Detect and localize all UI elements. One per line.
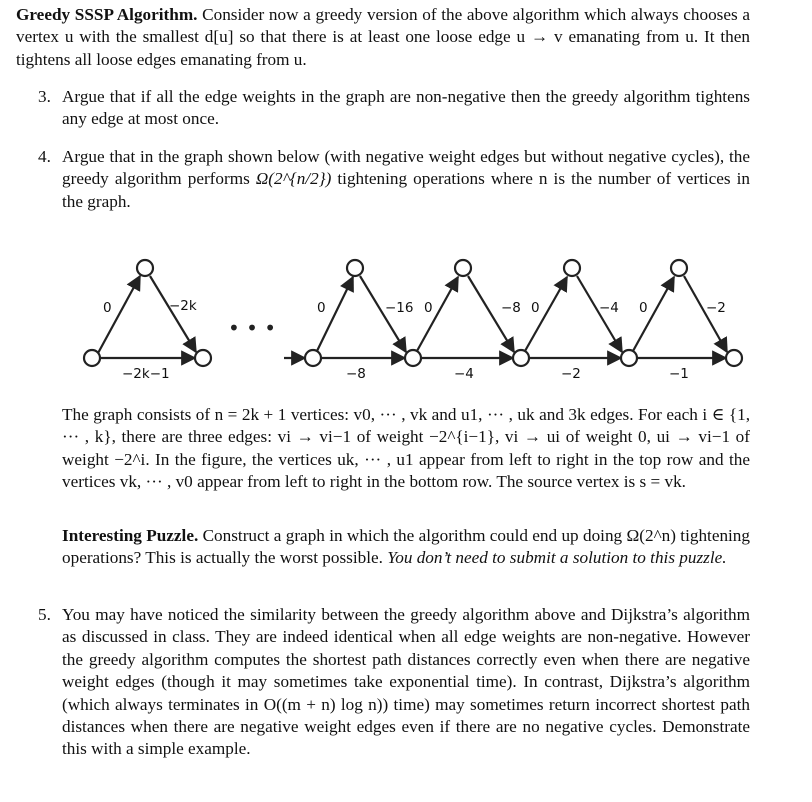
- vertex-v: [195, 350, 211, 366]
- vertex-u: [455, 260, 471, 276]
- weight-label: 0: [639, 300, 648, 316]
- triangle-4: [525, 260, 637, 366]
- graph-figure: [70, 248, 750, 388]
- question-4-number: 4.: [38, 147, 51, 166]
- weight-label: −2: [561, 366, 581, 382]
- question-3-text: Argue that if all the edge weights in the graph are non-negative then the greedy algorithm tightens any edge at most once.: [62, 87, 750, 129]
- vertex-u: [671, 260, 687, 276]
- weight-label: −4: [599, 300, 619, 316]
- intro-heading: Greedy SSSP Algorithm.: [16, 5, 198, 24]
- puzzle-paragraph: [62, 525, 750, 570]
- intro-text: Consider now a greedy version of the above algorithm which always chooses a vertex u with the smallest d[u] so that there is at least one loose edge u → v emanating from u. It then tightens all loose edges emanating from u.: [16, 5, 751, 69]
- weight-label: −2k: [169, 298, 197, 314]
- question-5-number: 5.: [38, 605, 51, 624]
- vertex-v: [513, 350, 529, 366]
- question-5: [38, 604, 750, 761]
- vertex-u: [137, 260, 153, 276]
- weight-label: 0: [317, 300, 326, 316]
- weight-label: 0: [424, 300, 433, 316]
- question-4-text-after: tightening operations where n is the number of vertices in the graph.: [62, 169, 751, 211]
- weight-label: −16: [385, 300, 414, 316]
- question-4: [38, 146, 750, 213]
- vertex-v: [405, 350, 421, 366]
- question-3: [38, 86, 750, 131]
- vertex-u: [564, 260, 580, 276]
- puzzle-text: Construct a graph in which the algorithm could end up doing Ω(2^n) tightening operations? This is actually the worst possible.: [62, 526, 750, 568]
- question-5-text: You may have noticed the similarity between the greedy algorithm above and Dijkstra’s algorithm as discussed in class. They are indeed identical when all edge weights are non-negative. However the greedy algorithm computes the shortest path distances correctly even when there are negative weight edges (though it may sometimes take exponential time). In contrast, Dijkstra’s algorithm (which always terminates in O((m + n) log n)) time) may sometimes return incorrect shortest path distances when there are negative weight edges even if there are no negative cycles. Demonstrate this with a simple example.: [62, 605, 750, 759]
- question-4-bound: Ω(2^{n/2}): [255, 169, 332, 189]
- graph-description: The graph consists of n = 2k + 1 vertices: v0, ··· , vk and u1, ··· , uk and 3k edges. For each i ∈ {1, ··· , k}, there are three edges: vi → vi−1 of weight −2^{i−1}, vi → ui of weight 0, ui → vi−1 of weight −2^i. In the figure, the vertices uk, ··· , u1 appear from left to right in the top row and the vertices vk, ··· , v0 appear from left to right in the bottom row. The source vertex is s = vk.: [62, 405, 750, 492]
- question-4-text: [62, 146, 750, 213]
- edge-u-to-v: [150, 276, 196, 352]
- question-3-number: 3.: [38, 87, 51, 106]
- weight-label: −4: [454, 366, 474, 382]
- weight-label: −8: [346, 366, 366, 382]
- puzzle-heading: Interesting Puzzle.: [62, 526, 199, 545]
- puzzle-note: You don’t need to submit a solution to this puzzle.: [387, 548, 727, 568]
- weight-label: −2: [706, 300, 726, 316]
- vertex-v: [84, 350, 100, 366]
- weight-label: 0: [531, 300, 540, 316]
- intro-paragraph: [16, 4, 750, 71]
- weight-label: −1: [669, 366, 689, 382]
- question-4-text-before: Argue that in the graph shown below (with negative weight edges but without negative cycles), the greedy algorithm performs: [62, 147, 750, 189]
- vertex-v: [305, 350, 321, 366]
- vertex-u: [347, 260, 363, 276]
- ellipsis: • • •: [228, 316, 277, 340]
- weight-label: −2k−1: [122, 366, 170, 382]
- weight-label: −8: [501, 300, 521, 316]
- vertex-v: [621, 350, 637, 366]
- weight-label: 0: [103, 300, 112, 316]
- vertex-v: [726, 350, 742, 366]
